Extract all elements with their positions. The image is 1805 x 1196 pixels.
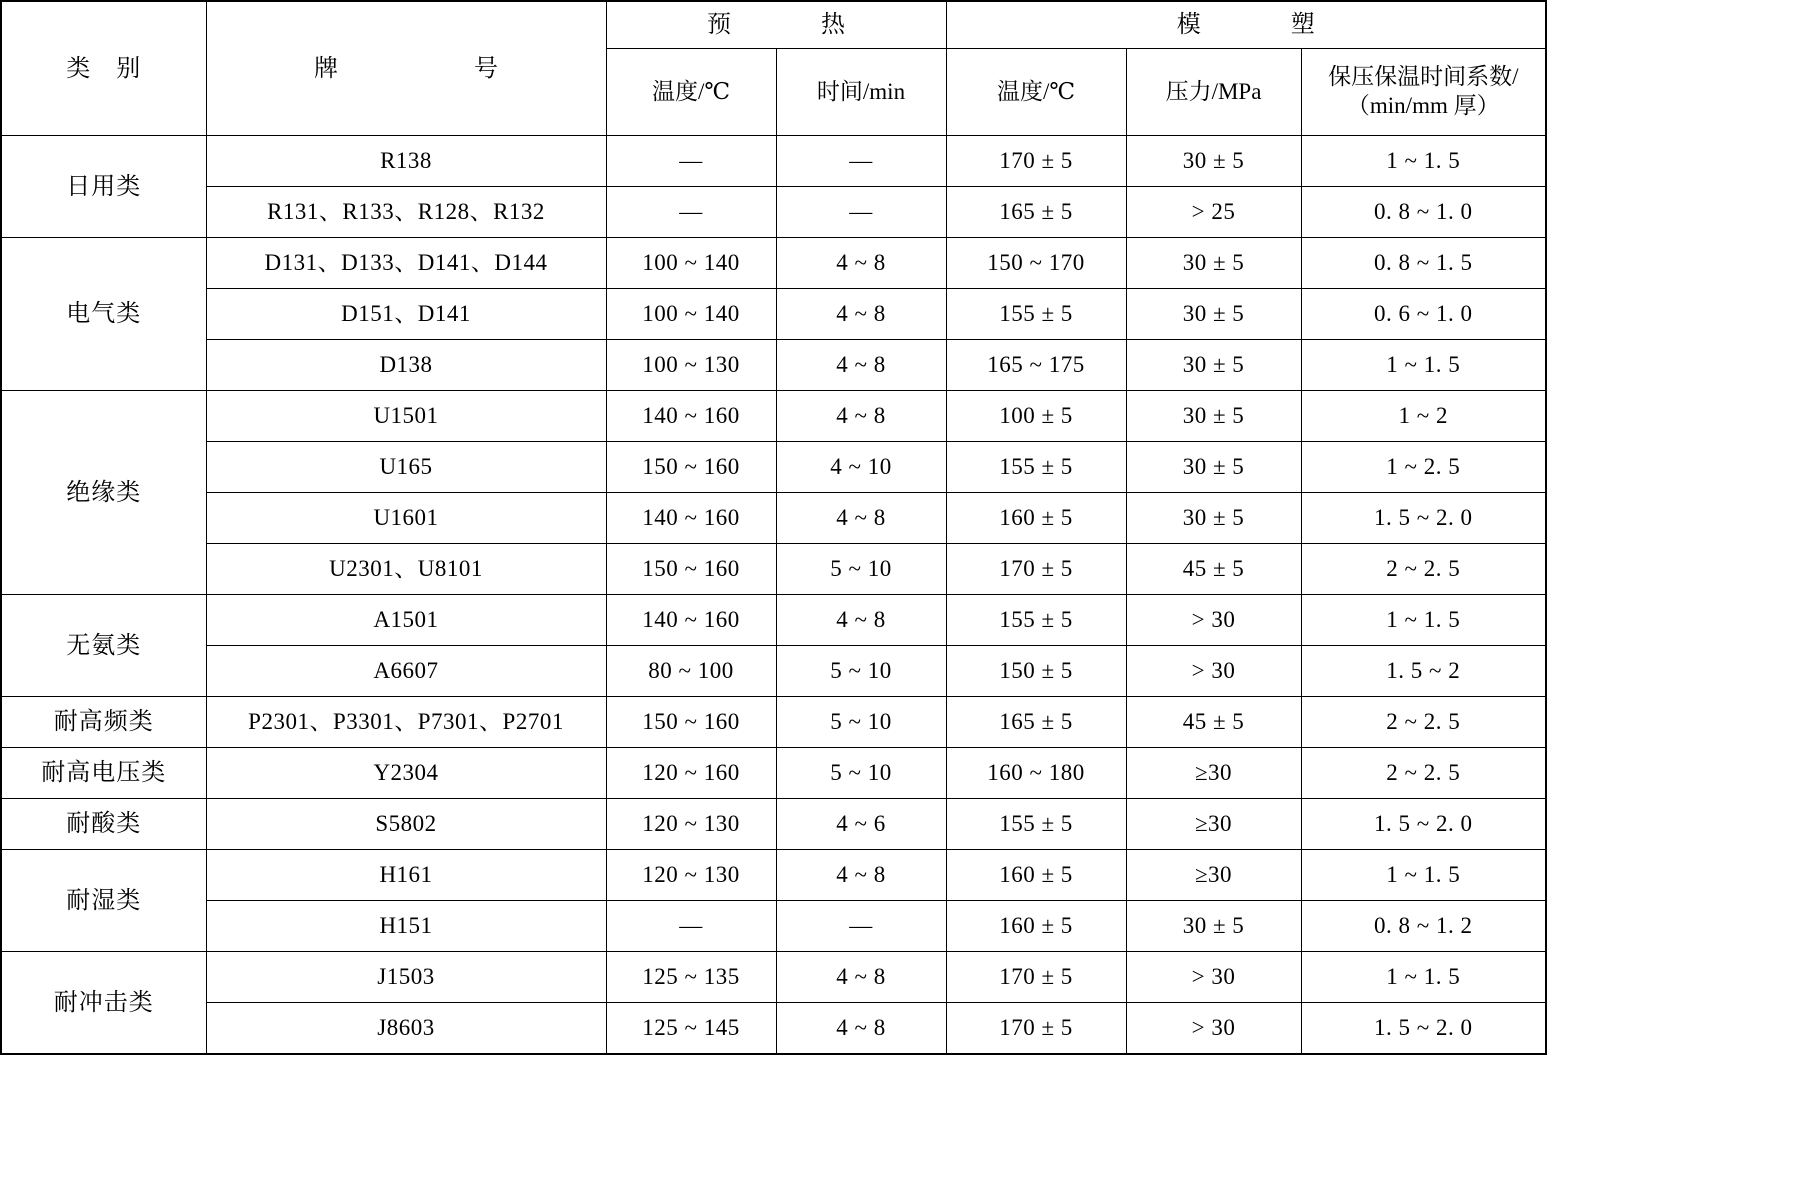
header-hold-coefficient-line1: 保压保温时间系数/	[1328, 64, 1519, 90]
cell-hold-coefficient: 0. 8 ~ 1. 5	[1301, 238, 1546, 289]
cell-molding-pressure: 30 ± 5	[1126, 442, 1301, 493]
cell-preheat-temp: 125 ~ 145	[606, 1003, 776, 1055]
cell-hold-coefficient: 1 ~ 1. 5	[1301, 136, 1546, 187]
table-row	[1, 391, 1546, 442]
cell-grade: J8603	[206, 1003, 606, 1055]
cell-molding-pressure: > 30	[1126, 952, 1301, 1003]
cell-preheat-temp: —	[606, 187, 776, 238]
cell-preheat-time: 4 ~ 8	[776, 1003, 946, 1055]
cell-molding-temp: 160 ± 5	[946, 850, 1126, 901]
cell-category: 耐高频类	[1, 697, 206, 748]
cell-grade: U165	[206, 442, 606, 493]
table-row	[1, 238, 1546, 289]
header-hold-coefficient-line2: （min/mm 厚）	[1346, 93, 1500, 118]
header-preheat-time: 时间/min	[776, 49, 946, 136]
cell-molding-temp: 165 ± 5	[946, 187, 1126, 238]
cell-category: 日用类	[1, 136, 206, 238]
cell-molding-temp: 155 ± 5	[946, 442, 1126, 493]
cell-grade: R138	[206, 136, 606, 187]
cell-grade: D151、D141	[206, 289, 606, 340]
cell-molding-pressure: 45 ± 5	[1126, 697, 1301, 748]
cell-molding-temp: 155 ± 5	[946, 595, 1126, 646]
table-row	[1, 493, 1546, 544]
cell-preheat-time: 4 ~ 8	[776, 238, 946, 289]
table-row	[1, 952, 1546, 1003]
cell-molding-temp: 165 ~ 175	[946, 340, 1126, 391]
cell-molding-temp: 160 ± 5	[946, 493, 1126, 544]
cell-preheat-time: 4 ~ 6	[776, 799, 946, 850]
cell-preheat-time: 4 ~ 10	[776, 442, 946, 493]
cell-hold-coefficient: 1. 5 ~ 2	[1301, 646, 1546, 697]
cell-molding-pressure: 30 ± 5	[1126, 289, 1301, 340]
table-row	[1, 340, 1546, 391]
cell-preheat-temp: 100 ~ 140	[606, 238, 776, 289]
table-row	[1, 187, 1546, 238]
table-row	[1, 850, 1546, 901]
cell-grade: U1501	[206, 391, 606, 442]
cell-category: 无氨类	[1, 595, 206, 697]
cell-grade: D138	[206, 340, 606, 391]
cell-preheat-temp: 140 ~ 160	[606, 493, 776, 544]
cell-grade: A6607	[206, 646, 606, 697]
cell-preheat-time: 4 ~ 8	[776, 340, 946, 391]
cell-hold-coefficient: 2 ~ 2. 5	[1301, 544, 1546, 595]
cell-preheat-temp: 120 ~ 160	[606, 748, 776, 799]
cell-preheat-temp: 120 ~ 130	[606, 850, 776, 901]
cell-category: 耐湿类	[1, 850, 206, 952]
cell-preheat-time: 4 ~ 8	[776, 493, 946, 544]
table-header	[1, 1, 1546, 136]
cell-molding-temp: 155 ± 5	[946, 289, 1126, 340]
cell-grade: U2301、U8101	[206, 544, 606, 595]
cell-preheat-temp: 100 ~ 140	[606, 289, 776, 340]
cell-hold-coefficient: 2 ~ 2. 5	[1301, 697, 1546, 748]
header-molding-temp: 温度/℃	[946, 49, 1126, 136]
cell-preheat-time: 4 ~ 8	[776, 952, 946, 1003]
cell-preheat-temp: 140 ~ 160	[606, 595, 776, 646]
table-row	[1, 799, 1546, 850]
cell-hold-coefficient: 2 ~ 2. 5	[1301, 748, 1546, 799]
cell-category: 耐高电压类	[1, 748, 206, 799]
cell-molding-temp: 170 ± 5	[946, 1003, 1126, 1055]
table-row	[1, 289, 1546, 340]
cell-category: 电气类	[1, 238, 206, 391]
cell-molding-pressure: ≥30	[1126, 799, 1301, 850]
cell-preheat-temp: 150 ~ 160	[606, 544, 776, 595]
cell-preheat-time: —	[776, 136, 946, 187]
table-row	[1, 748, 1546, 799]
cell-preheat-time: 5 ~ 10	[776, 748, 946, 799]
cell-molding-pressure: ≥30	[1126, 850, 1301, 901]
cell-preheat-temp: —	[606, 136, 776, 187]
cell-grade: J1503	[206, 952, 606, 1003]
header-hold-coefficient	[1301, 49, 1546, 136]
cell-preheat-time: 4 ~ 8	[776, 850, 946, 901]
cell-preheat-temp: 140 ~ 160	[606, 391, 776, 442]
cell-hold-coefficient: 1 ~ 2. 5	[1301, 442, 1546, 493]
cell-hold-coefficient: 0. 8 ~ 1. 2	[1301, 901, 1546, 952]
cell-category: 耐冲击类	[1, 952, 206, 1055]
table-row	[1, 442, 1546, 493]
cell-hold-coefficient: 0. 6 ~ 1. 0	[1301, 289, 1546, 340]
table-row	[1, 544, 1546, 595]
cell-category: 绝缘类	[1, 391, 206, 595]
cell-molding-pressure: > 30	[1126, 1003, 1301, 1055]
cell-molding-pressure: > 30	[1126, 595, 1301, 646]
cell-molding-pressure: 30 ± 5	[1126, 340, 1301, 391]
cell-molding-temp: 150 ~ 170	[946, 238, 1126, 289]
cell-grade: H151	[206, 901, 606, 952]
cell-hold-coefficient: 0. 8 ~ 1. 0	[1301, 187, 1546, 238]
cell-preheat-time: 4 ~ 8	[776, 289, 946, 340]
header-category: 类 别	[1, 1, 206, 136]
cell-preheat-time: —	[776, 187, 946, 238]
cell-hold-coefficient: 1 ~ 2	[1301, 391, 1546, 442]
cell-preheat-time: 4 ~ 8	[776, 595, 946, 646]
cell-preheat-time: —	[776, 901, 946, 952]
cell-hold-coefficient: 1 ~ 1. 5	[1301, 850, 1546, 901]
cell-molding-pressure: 30 ± 5	[1126, 391, 1301, 442]
table-row	[1, 595, 1546, 646]
table-row	[1, 697, 1546, 748]
cell-grade: R131、R133、R128、R132	[206, 187, 606, 238]
cell-preheat-temp: 120 ~ 130	[606, 799, 776, 850]
cell-grade: P2301、P3301、P7301、P2701	[206, 697, 606, 748]
table-row	[1, 136, 1546, 187]
cell-hold-coefficient: 1 ~ 1. 5	[1301, 340, 1546, 391]
cell-preheat-time: 4 ~ 8	[776, 391, 946, 442]
table-row	[1, 901, 1546, 952]
cell-preheat-temp: 125 ~ 135	[606, 952, 776, 1003]
cell-molding-pressure: > 25	[1126, 187, 1301, 238]
cell-molding-temp: 160 ~ 180	[946, 748, 1126, 799]
cell-molding-temp: 165 ± 5	[946, 697, 1126, 748]
cell-grade: U1601	[206, 493, 606, 544]
cell-grade: S5802	[206, 799, 606, 850]
cell-molding-pressure: 45 ± 5	[1126, 544, 1301, 595]
cell-molding-pressure: 30 ± 5	[1126, 136, 1301, 187]
cell-grade: H161	[206, 850, 606, 901]
cell-molding-temp: 170 ± 5	[946, 136, 1126, 187]
cell-molding-pressure: ≥30	[1126, 748, 1301, 799]
cell-molding-pressure: 30 ± 5	[1126, 238, 1301, 289]
cell-preheat-time: 5 ~ 10	[776, 646, 946, 697]
cell-molding-pressure: 30 ± 5	[1126, 493, 1301, 544]
cell-molding-pressure: > 30	[1126, 646, 1301, 697]
cell-hold-coefficient: 1. 5 ~ 2. 0	[1301, 799, 1546, 850]
table-row	[1, 1003, 1546, 1055]
cell-hold-coefficient: 1 ~ 1. 5	[1301, 595, 1546, 646]
cell-category: 耐酸类	[1, 799, 206, 850]
cell-molding-temp: 170 ± 5	[946, 952, 1126, 1003]
cell-molding-temp: 160 ± 5	[946, 901, 1126, 952]
cell-molding-temp: 155 ± 5	[946, 799, 1126, 850]
cell-preheat-temp: 150 ~ 160	[606, 697, 776, 748]
cell-preheat-temp: 150 ~ 160	[606, 442, 776, 493]
cell-hold-coefficient: 1 ~ 1. 5	[1301, 952, 1546, 1003]
cell-preheat-temp: 80 ~ 100	[606, 646, 776, 697]
cell-molding-pressure: 30 ± 5	[1126, 901, 1301, 952]
cell-grade: D131、D133、D141、D144	[206, 238, 606, 289]
cell-preheat-temp: 100 ~ 130	[606, 340, 776, 391]
cell-hold-coefficient: 1. 5 ~ 2. 0	[1301, 493, 1546, 544]
header-molding: 模 塑	[946, 1, 1546, 49]
header-preheat-temp: 温度/℃	[606, 49, 776, 136]
header-grade: 牌 号	[206, 1, 606, 136]
table-row	[1, 646, 1546, 697]
cell-preheat-time: 5 ~ 10	[776, 697, 946, 748]
table-body	[1, 136, 1546, 1055]
cell-grade: Y2304	[206, 748, 606, 799]
cell-molding-temp: 150 ± 5	[946, 646, 1126, 697]
header-molding-pressure: 压力/MPa	[1126, 49, 1301, 136]
cell-preheat-time: 5 ~ 10	[776, 544, 946, 595]
cell-preheat-temp: —	[606, 901, 776, 952]
cell-molding-temp: 100 ± 5	[946, 391, 1126, 442]
header-preheat: 预 热	[606, 1, 946, 49]
cell-grade: A1501	[206, 595, 606, 646]
cell-molding-temp: 170 ± 5	[946, 544, 1126, 595]
cell-hold-coefficient: 1. 5 ~ 2. 0	[1301, 1003, 1546, 1055]
table-header-row-top	[1, 1, 1546, 49]
